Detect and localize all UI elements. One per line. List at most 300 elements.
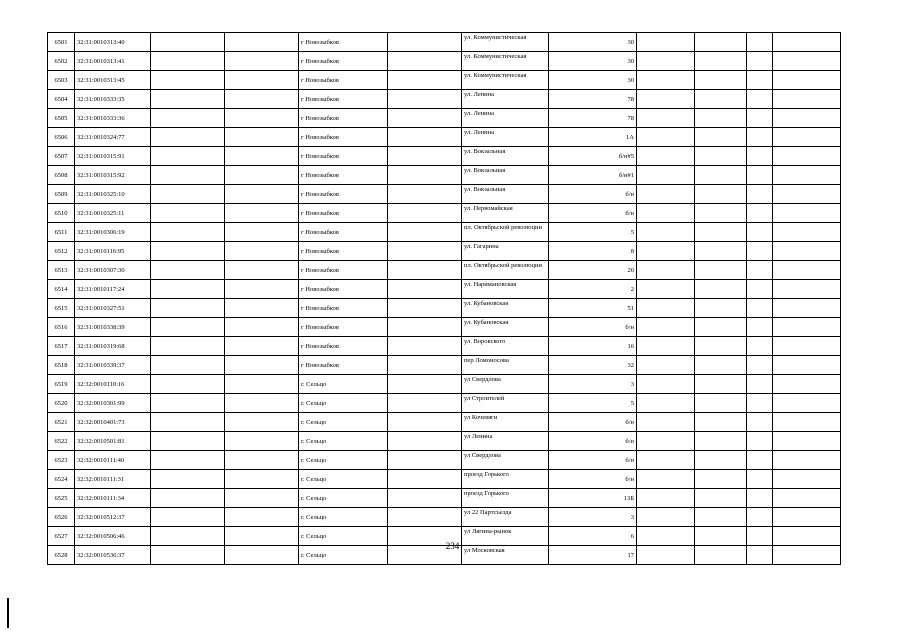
cell-empty	[637, 470, 695, 489]
cell-empty	[773, 451, 841, 470]
table-row	[48, 413, 841, 432]
cell-number: 6520	[48, 394, 75, 413]
cell-empty	[747, 242, 773, 261]
cell-house: 16	[549, 337, 637, 356]
cell-empty	[747, 128, 773, 147]
table-body	[48, 33, 841, 565]
table-row	[48, 166, 841, 185]
cell-street: ул. Ленина	[462, 90, 549, 109]
cell-number: 6506	[48, 128, 75, 147]
cell-number: 6502	[48, 52, 75, 71]
cell-city: г Новозыбков	[299, 280, 388, 299]
cell-street: ул Кочевяги	[462, 413, 549, 432]
cell-empty	[773, 223, 841, 242]
cell-empty	[225, 489, 299, 508]
cell-cadastral-number: 32:31:0010324:77	[75, 128, 151, 147]
cell-number: 6521	[48, 413, 75, 432]
cell-house: 1А	[549, 128, 637, 147]
cell-empty	[773, 489, 841, 508]
table-row	[48, 128, 841, 147]
cell-empty	[747, 299, 773, 318]
cell-city: г Новозыбков	[299, 204, 388, 223]
cell-empty	[637, 508, 695, 527]
cell-empty	[225, 508, 299, 527]
cell-empty	[225, 356, 299, 375]
cell-cadastral-number: 32:31:0010333:35	[75, 90, 151, 109]
cell-number: 6527	[48, 527, 75, 546]
cell-empty	[151, 432, 225, 451]
cell-empty	[151, 280, 225, 299]
cell-empty	[773, 147, 841, 166]
cell-cadastral-number: 32:32:0010301:99	[75, 394, 151, 413]
cell-cadastral-number: 32:32:0010111:40	[75, 451, 151, 470]
cell-city: г Новозыбков	[299, 71, 388, 90]
cell-cadastral-number: 32:32:0010111:31	[75, 470, 151, 489]
cell-street: ул Московская	[462, 546, 549, 565]
table-row	[48, 147, 841, 166]
cell-house: 6	[549, 527, 637, 546]
cell-house: 30	[549, 52, 637, 71]
cell-empty	[151, 147, 225, 166]
cell-empty	[388, 280, 462, 299]
cell-cadastral-number: 32:32:0010401:73	[75, 413, 151, 432]
cell-house: б/н#1	[549, 166, 637, 185]
cell-number: 6512	[48, 242, 75, 261]
cell-city: г Новозыбков	[299, 242, 388, 261]
cell-empty	[388, 432, 462, 451]
cell-empty	[695, 413, 747, 432]
cell-cadastral-number: 32:32:0010110:16	[75, 375, 151, 394]
cell-street: ул. Наримановская	[462, 280, 549, 299]
cell-empty	[637, 33, 695, 52]
cell-empty	[747, 356, 773, 375]
cell-empty	[151, 166, 225, 185]
cell-street: ул. Кубановская	[462, 299, 549, 318]
cell-house: 13Б	[549, 489, 637, 508]
cell-empty	[773, 280, 841, 299]
cell-empty	[637, 337, 695, 356]
cell-street: проезд Горького	[462, 489, 549, 508]
cell-empty	[388, 147, 462, 166]
cell-empty	[151, 489, 225, 508]
cell-house: 20	[549, 261, 637, 280]
table-row	[48, 318, 841, 337]
cell-empty	[695, 451, 747, 470]
cell-empty	[151, 470, 225, 489]
cell-empty	[747, 90, 773, 109]
cell-empty	[225, 109, 299, 128]
table-row	[48, 90, 841, 109]
cell-empty	[747, 432, 773, 451]
cell-house: б/н	[549, 185, 637, 204]
table-row	[48, 432, 841, 451]
cell-empty	[773, 185, 841, 204]
cell-empty	[388, 261, 462, 280]
cell-house: б/н	[549, 204, 637, 223]
cell-empty	[388, 470, 462, 489]
cell-empty	[695, 109, 747, 128]
cell-house: 30	[549, 71, 637, 90]
cell-empty	[773, 356, 841, 375]
cell-street: ул Лягина-рынок	[462, 527, 549, 546]
table-row	[48, 109, 841, 128]
cell-cadastral-number: 32:31:0010338:39	[75, 318, 151, 337]
cell-street: ул. Воровского	[462, 337, 549, 356]
table-row	[48, 394, 841, 413]
table-row	[48, 489, 841, 508]
cell-city: г. Сельцо	[299, 470, 388, 489]
table-row	[48, 280, 841, 299]
cell-number: 6525	[48, 489, 75, 508]
table-row	[48, 451, 841, 470]
cell-empty	[637, 356, 695, 375]
cell-empty	[747, 147, 773, 166]
cell-city: г Новозыбков	[299, 185, 388, 204]
cell-empty	[747, 33, 773, 52]
cell-empty	[388, 394, 462, 413]
cell-empty	[695, 166, 747, 185]
cell-empty	[773, 470, 841, 489]
cell-street: ул. Вокзальная	[462, 147, 549, 166]
cell-cadastral-number: 32:31:0010306:19	[75, 223, 151, 242]
cell-empty	[151, 109, 225, 128]
cell-number: 6515	[48, 299, 75, 318]
cell-empty	[773, 375, 841, 394]
cell-street: пл. Октябрьской революции	[462, 261, 549, 280]
cell-empty	[695, 318, 747, 337]
cell-empty	[637, 299, 695, 318]
cell-empty	[388, 508, 462, 527]
cell-city: г Новозыбков	[299, 337, 388, 356]
cell-city: г. Сельцо	[299, 413, 388, 432]
cell-number: 6509	[48, 185, 75, 204]
cell-empty	[747, 318, 773, 337]
cell-house: 3	[549, 508, 637, 527]
cell-empty	[695, 71, 747, 90]
cell-city: г. Сельцо	[299, 375, 388, 394]
cell-empty	[637, 413, 695, 432]
cell-empty	[388, 356, 462, 375]
cell-cadastral-number: 32:31:0010117:24	[75, 280, 151, 299]
cell-house: 30	[549, 33, 637, 52]
cell-city: г Новозыбков	[299, 52, 388, 71]
cell-number: 6516	[48, 318, 75, 337]
cell-street: ул. Вокзальная	[462, 185, 549, 204]
cell-empty	[151, 223, 225, 242]
cell-house: 17	[549, 546, 637, 565]
cell-empty	[225, 223, 299, 242]
cell-empty	[747, 375, 773, 394]
cell-empty	[637, 204, 695, 223]
cell-number: 6517	[48, 337, 75, 356]
cell-empty	[695, 299, 747, 318]
table-row	[48, 71, 841, 90]
cell-empty	[151, 508, 225, 527]
cell-empty	[151, 356, 225, 375]
cell-empty	[225, 394, 299, 413]
cell-empty	[695, 52, 747, 71]
cell-empty	[695, 508, 747, 527]
cell-empty	[695, 432, 747, 451]
cell-empty	[695, 242, 747, 261]
cell-empty	[151, 204, 225, 223]
cell-empty	[637, 223, 695, 242]
cell-empty	[388, 242, 462, 261]
cell-empty	[388, 337, 462, 356]
cell-empty	[695, 489, 747, 508]
cell-number: 6518	[48, 356, 75, 375]
cell-empty	[151, 394, 225, 413]
cell-empty	[773, 394, 841, 413]
cell-empty	[747, 52, 773, 71]
cell-empty	[225, 470, 299, 489]
cell-house: б/н	[549, 432, 637, 451]
cell-street: проезд Горького	[462, 470, 549, 489]
cell-empty	[225, 166, 299, 185]
cell-empty	[151, 451, 225, 470]
cell-cadastral-number: 32:31:0010315:92	[75, 166, 151, 185]
cell-empty	[773, 33, 841, 52]
cell-house: 8	[549, 242, 637, 261]
table-row	[48, 508, 841, 527]
cell-empty	[773, 242, 841, 261]
cell-house: 51	[549, 299, 637, 318]
cell-street: ул. Гагарина	[462, 242, 549, 261]
cell-house: 32	[549, 356, 637, 375]
cell-street: ул Свердлова	[462, 451, 549, 470]
cell-empty	[388, 451, 462, 470]
cell-street: ул. Коммунистическая	[462, 52, 549, 71]
cell-empty	[747, 261, 773, 280]
cell-empty	[225, 71, 299, 90]
cell-cadastral-number: 32:31:0010327:51	[75, 299, 151, 318]
cell-cadastral-number: 32:31:0010307:30	[75, 261, 151, 280]
cell-number: 6522	[48, 432, 75, 451]
cell-empty	[637, 90, 695, 109]
cell-empty	[225, 90, 299, 109]
cell-city: г Новозыбков	[299, 33, 388, 52]
cell-street: пер Ломоносова	[462, 356, 549, 375]
cell-cadastral-number: 32:32:0010536:37	[75, 546, 151, 565]
cell-empty	[151, 52, 225, 71]
cell-cadastral-number: 32:31:0010339:37	[75, 356, 151, 375]
cell-empty	[747, 223, 773, 242]
cell-house: 78	[549, 90, 637, 109]
cell-empty	[388, 299, 462, 318]
cell-empty	[388, 52, 462, 71]
cell-empty	[747, 451, 773, 470]
cell-empty	[773, 109, 841, 128]
cell-empty	[388, 204, 462, 223]
cell-street: ул. Ленина	[462, 109, 549, 128]
cell-empty	[388, 71, 462, 90]
cell-empty	[747, 413, 773, 432]
cell-empty	[695, 147, 747, 166]
cell-empty	[225, 128, 299, 147]
cell-empty	[637, 166, 695, 185]
table-row	[48, 204, 841, 223]
cell-empty	[637, 71, 695, 90]
cell-street: ул Ленина	[462, 432, 549, 451]
table-row	[48, 33, 841, 52]
table-row	[48, 299, 841, 318]
table-row	[48, 375, 841, 394]
cell-cadastral-number: 32:31:0010313:40	[75, 33, 151, 52]
cell-city: г Новозыбков	[299, 90, 388, 109]
cell-empty	[773, 413, 841, 432]
cell-empty	[773, 128, 841, 147]
cell-empty	[151, 413, 225, 432]
cell-cadastral-number: 32:31:0010313:41	[75, 52, 151, 71]
cell-number: 6501	[48, 33, 75, 52]
cell-empty	[225, 204, 299, 223]
cell-city: г. Сельцо	[299, 432, 388, 451]
cell-number: 6508	[48, 166, 75, 185]
cell-empty	[695, 204, 747, 223]
table-row	[48, 223, 841, 242]
cell-empty	[388, 318, 462, 337]
cell-empty	[773, 318, 841, 337]
cell-empty	[637, 261, 695, 280]
cell-empty	[388, 33, 462, 52]
cell-street: ул. Ленина	[462, 128, 549, 147]
table-row	[48, 185, 841, 204]
cell-empty	[747, 337, 773, 356]
cell-empty	[151, 33, 225, 52]
cell-empty	[637, 432, 695, 451]
cell-city: г Новозыбков	[299, 166, 388, 185]
cell-empty	[695, 261, 747, 280]
cell-empty	[747, 489, 773, 508]
cell-city: г. Сельцо	[299, 527, 388, 546]
cell-empty	[151, 375, 225, 394]
cell-empty	[225, 413, 299, 432]
cell-empty	[151, 337, 225, 356]
cell-number: 6514	[48, 280, 75, 299]
cell-number: 6519	[48, 375, 75, 394]
cell-cadastral-number: 32:31:0010313:45	[75, 71, 151, 90]
cell-empty	[637, 489, 695, 508]
cell-number: 6526	[48, 508, 75, 527]
cell-empty	[773, 508, 841, 527]
cell-empty	[695, 128, 747, 147]
cell-cadastral-number: 32:31:0010333:36	[75, 109, 151, 128]
cell-empty	[637, 394, 695, 413]
cell-empty	[773, 90, 841, 109]
cell-empty	[695, 470, 747, 489]
cell-cadastral-number: 32:31:0010319:68	[75, 337, 151, 356]
cell-street: ул. Коммунистическая	[462, 33, 549, 52]
table-row	[48, 52, 841, 71]
cell-cadastral-number: 32:31:0010315:91	[75, 147, 151, 166]
cell-empty	[747, 508, 773, 527]
table-row	[48, 356, 841, 375]
cell-street: ул 22 Партсъезда	[462, 508, 549, 527]
cell-empty	[773, 166, 841, 185]
cell-street: ул. Коммунистическая	[462, 71, 549, 90]
cell-empty	[695, 280, 747, 299]
cell-city: г Новозыбков	[299, 128, 388, 147]
cell-empty	[773, 432, 841, 451]
cell-empty	[225, 185, 299, 204]
cell-empty	[151, 90, 225, 109]
scan-edge-mark	[7, 598, 9, 628]
cell-empty	[747, 470, 773, 489]
cell-empty	[225, 261, 299, 280]
cell-house: 3	[549, 375, 637, 394]
cell-empty	[151, 261, 225, 280]
cell-empty	[225, 299, 299, 318]
cell-empty	[695, 375, 747, 394]
cell-empty	[695, 356, 747, 375]
cell-empty	[388, 166, 462, 185]
cell-empty	[695, 185, 747, 204]
cell-city: г. Сельцо	[299, 489, 388, 508]
cell-empty	[225, 280, 299, 299]
cell-city: г Новозыбков	[299, 356, 388, 375]
cell-city: г Новозыбков	[299, 299, 388, 318]
cell-empty	[388, 375, 462, 394]
cell-empty	[637, 451, 695, 470]
cell-empty	[225, 318, 299, 337]
cell-house: б/н	[549, 413, 637, 432]
cell-number: 6511	[48, 223, 75, 242]
cell-empty	[695, 223, 747, 242]
cell-empty	[388, 185, 462, 204]
cell-empty	[388, 90, 462, 109]
cell-cadastral-number: 32:31:0010325:11	[75, 204, 151, 223]
cell-empty	[747, 204, 773, 223]
cell-empty	[225, 33, 299, 52]
cell-empty	[773, 337, 841, 356]
cell-empty	[151, 318, 225, 337]
cell-empty	[747, 109, 773, 128]
cell-house: 78	[549, 109, 637, 128]
cell-empty	[747, 280, 773, 299]
cell-street: ул. Кубановская	[462, 318, 549, 337]
cell-house: 5	[549, 394, 637, 413]
cell-empty	[225, 337, 299, 356]
cell-street: пл. Октябрьской революции	[462, 223, 549, 242]
cell-empty	[637, 318, 695, 337]
table-row	[48, 470, 841, 489]
cell-empty	[695, 337, 747, 356]
cell-street: ул Свердлова	[462, 375, 549, 394]
cell-number: 6505	[48, 109, 75, 128]
cell-empty	[151, 128, 225, 147]
cell-empty	[637, 280, 695, 299]
cell-empty	[747, 394, 773, 413]
cell-number: 6524	[48, 470, 75, 489]
cell-empty	[773, 71, 841, 90]
cell-empty	[773, 299, 841, 318]
cell-empty	[637, 185, 695, 204]
cell-empty	[773, 52, 841, 71]
cell-empty	[747, 166, 773, 185]
cell-empty	[773, 261, 841, 280]
cell-empty	[637, 109, 695, 128]
cell-empty	[151, 71, 225, 90]
cell-number: 6528	[48, 546, 75, 565]
cell-cadastral-number: 32:31:0010116:95	[75, 242, 151, 261]
cell-city: г. Сельцо	[299, 546, 388, 565]
cell-empty	[637, 147, 695, 166]
cell-empty	[747, 71, 773, 90]
cell-empty	[388, 128, 462, 147]
cell-empty	[225, 451, 299, 470]
cell-house: б/н#5	[549, 147, 637, 166]
cell-city: г. Сельцо	[299, 394, 388, 413]
